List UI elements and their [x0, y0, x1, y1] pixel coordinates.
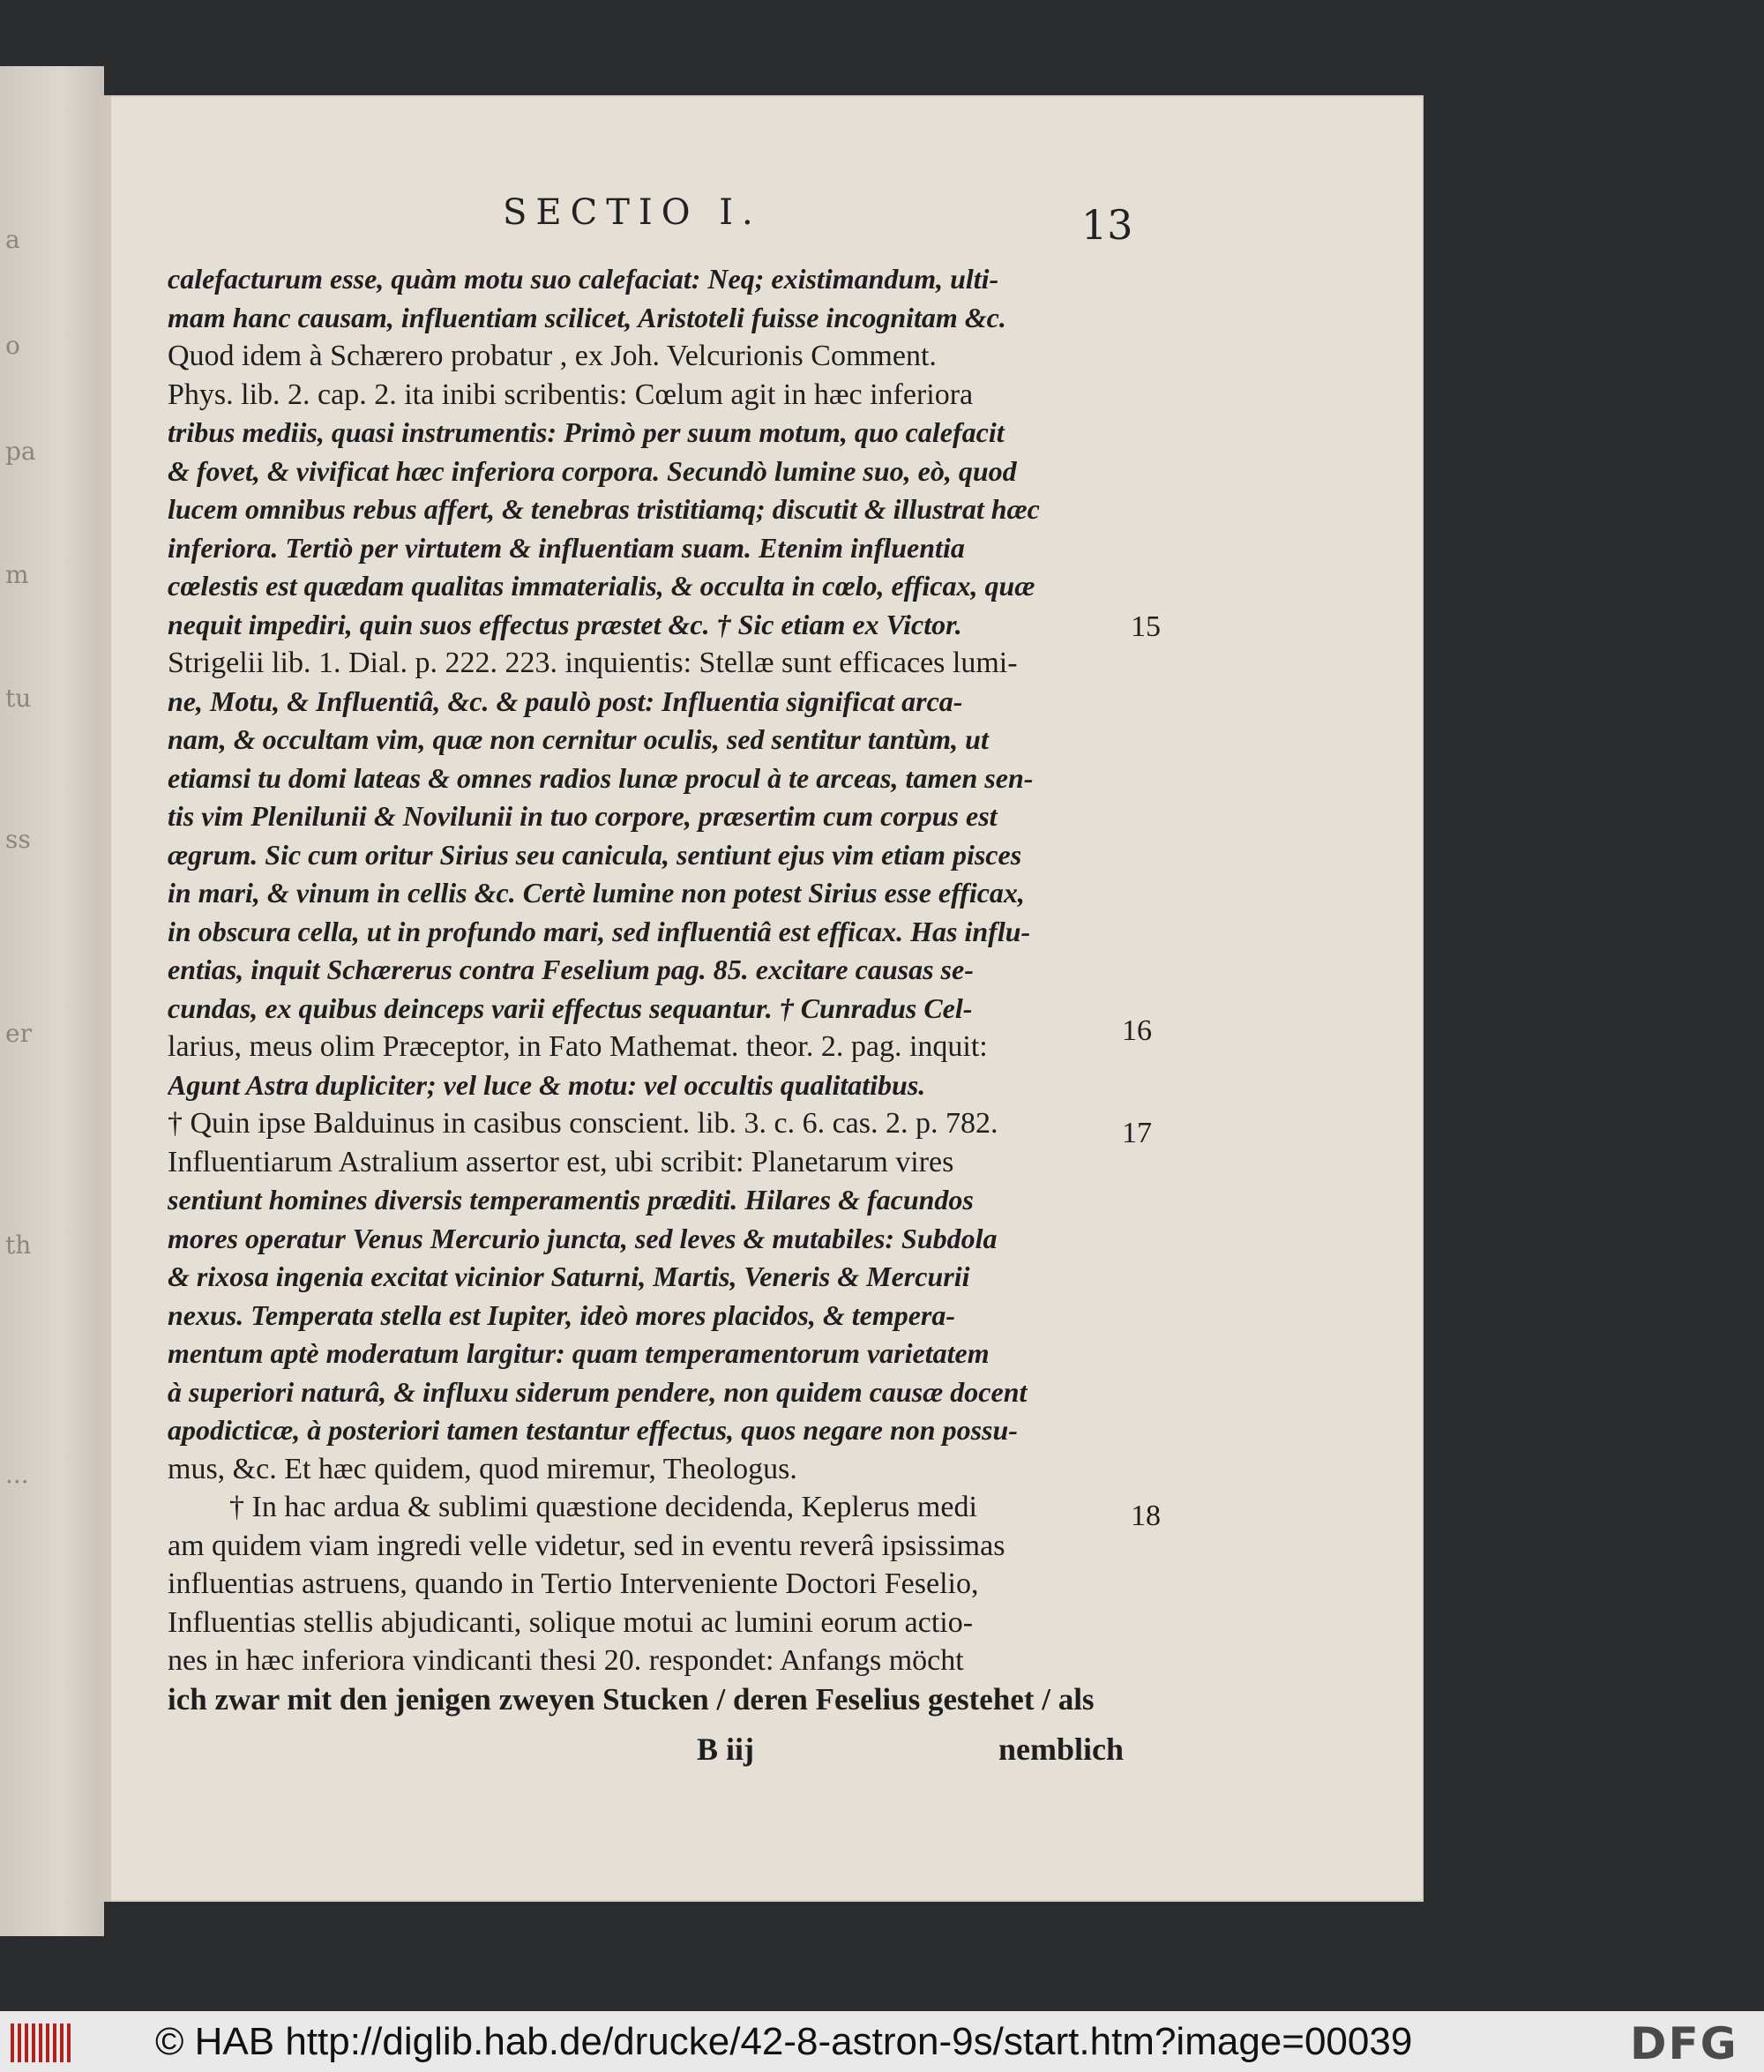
facing-page-fragment: ss	[5, 825, 31, 854]
text-line: mam hanc causam, influentiam scilicet, Aristoteli fuisse incognitam &c.	[168, 301, 1006, 333]
text-line: ægrum. Sic cum oritur Sirius seu canicula, sentiunt ejus vim etiam pisces	[168, 838, 1022, 871]
text-line: mores operatur Venus Mercurio juncta, sed leves & mutabiles: Subdola	[168, 1222, 998, 1254]
facing-page-fragment: m	[5, 560, 29, 589]
text-line: mentum aptè moderatum largitur: quam temperamentorum varietatem	[168, 1337, 990, 1369]
margin-note-number: 18	[1131, 1500, 1161, 1532]
text-line: nequit impediri, quin suos effectus præstet &c. † Sic etiam ex Victor.	[168, 608, 962, 640]
text-line: am quidem viam ingredi velle videtur, sed in eventu reverâ ipsissimas	[168, 1529, 1005, 1562]
text-line: ich zwar mit den jenigen zweyen Stucken / deren Feselius gestehet / als	[168, 1681, 1095, 1717]
page-number: 13	[1081, 201, 1133, 249]
text-line: calefacturum esse, quàm motu suo calefaciat: Neq; existimandum, ulti-	[168, 263, 999, 295]
facing-page-fragment: a	[5, 225, 20, 254]
text-line: influentias astruens, quando in Tertio Interveniente Doctori Feselio,	[168, 1567, 979, 1600]
page-gutter	[99, 95, 111, 1902]
text-line: ne, Motu, & Influentiâ, &c. & paulò post: Influentia significat arca-	[168, 684, 963, 717]
text-line: † In hac ardua & sublimi quæstione decidenda, Keplerus medi	[229, 1491, 977, 1523]
text-line: larius, meus olim Præceptor, in Fato Mathemat. theor. 2. pag. inquit:	[168, 1030, 988, 1063]
text-line: sentiunt homines diversis temperamentis præditi. Hilares & facundos	[168, 1184, 974, 1216]
page-footer-marks	[0, 1731, 1764, 1775]
text-line: † Quin ipse Balduinus in casibus conscient. lib. 3. c. 6. cas. 2. p. 782.	[168, 1107, 998, 1140]
text-line: tis vim Plenilunii & Novilunii in tuo corpore, præsertim cum corpus est	[168, 800, 998, 832]
facing-page-fragment: ...	[5, 1460, 29, 1489]
margin-note-number: 16	[1122, 1014, 1152, 1047]
signature-mark: B iij	[697, 1732, 755, 1767]
text-line: Influentias stellis abjudicanti, solique motui ac lumini eorum actio-	[168, 1605, 974, 1639]
running-head	[0, 192, 1764, 249]
facing-page-fragment: pa	[5, 437, 36, 466]
viewer-footer	[0, 2011, 1764, 2072]
copyright-link[interactable]: © HAB http://diglib.hab.de/drucke/42-8-astron-9s/start.htm?image=00039	[155, 2020, 1413, 2063]
text-line: nes in hæc inferiora vindicanti thesi 20. respondet: Anfangs möcht	[168, 1644, 964, 1677]
text-line: tribus mediis, quasi instrumentis: Primò per suum motum, quo calefacit	[168, 416, 1005, 448]
text-line: cundas, ex quibus deinceps varii effectus sequantur. † Cunradus Cel-	[168, 991, 973, 1024]
text-line: & fovet, & vivificat hæc inferiora corpora. Secundò lumine suo, eò, quod	[168, 454, 1017, 487]
section-title: SECTIO I.	[503, 192, 762, 233]
facing-page-fragment: o	[5, 331, 20, 360]
margin-note-number: 17	[1122, 1117, 1152, 1149]
body-text	[168, 260, 1129, 1718]
facing-page-fragment: tu	[5, 684, 32, 713]
text-line: Agunt Astra dupliciter; vel luce & motu: vel occultis qualitatibus.	[168, 1068, 926, 1101]
facing-page-fragment: er	[5, 1019, 32, 1048]
facing-page-fragment: th	[5, 1230, 32, 1260]
text-line: Quod idem à Schærero probatur , ex Joh. Velcurionis Comment.	[168, 340, 937, 372]
margin-note-number: 15	[1131, 610, 1161, 643]
dfg-logo: DFG	[1630, 2018, 1738, 2069]
text-line: nexus. Temperata stella est Iupiter, ideò mores placidos, & tempera-	[168, 1298, 956, 1331]
text-line: mus, &c. Et hæc quidem, quod miremur, Theologus.	[168, 1452, 797, 1485]
text-line: Phys. lib. 2. cap. 2. ita inibi scribentis: Cœlum agit in hæc inferiora	[168, 378, 974, 411]
catchword: nemblich	[998, 1732, 1125, 1767]
text-line: apodicticæ, à posteriori tamen testantur effectus, quos negare non possu-	[168, 1414, 1018, 1446]
text-line: cœlestis est quædam qualitas immaterialis, & occulta in cœlo, efficax, quæ	[168, 570, 1035, 602]
text-line: etiamsi tu domi lateas & omnes radios lunæ procul à te arceas, tamen sen-	[168, 761, 1034, 794]
text-line: in mari, & vinum in cellis &c. Certè lumine non potest Sirius esse efficax,	[168, 877, 1025, 909]
text-line: lucem omnibus rebus affert, & tenebras tristitiamq; discutit & illustrat hæc	[168, 493, 1040, 525]
text-line: in obscura cella, ut in profundo mari, sed influentiâ est efficax. Has influ-	[168, 915, 1031, 947]
text-line: entias, inquit Schærerus contra Feselium pag. 85. excitare causas se-	[168, 954, 974, 985]
barcode-icon	[11, 2023, 72, 2062]
text-line: Influentiarum Astralium assertor est, ubi scribit: Planetarum vires	[168, 1145, 954, 1178]
text-line: inferiora. Tertiò per virtutem & influentiam suam. Etenim influentia	[168, 531, 965, 564]
text-line: Strigelii lib. 1. Dial. p. 222. 223. inquientis: Stellæ sunt efficaces lumi-	[168, 647, 1018, 679]
facing-page-edge	[0, 66, 104, 1936]
text-line: nam, & occultam vim, quæ non cernitur oculis, sed sentitur tantùm, ut	[168, 723, 989, 755]
text-line: à superiori naturâ, & influxu siderum pendere, non quidem causæ docent	[168, 1375, 1028, 1408]
text-line: & rixosa ingenia excitat vicinior Saturni, Martis, Veneris & Mercurii	[168, 1260, 970, 1292]
